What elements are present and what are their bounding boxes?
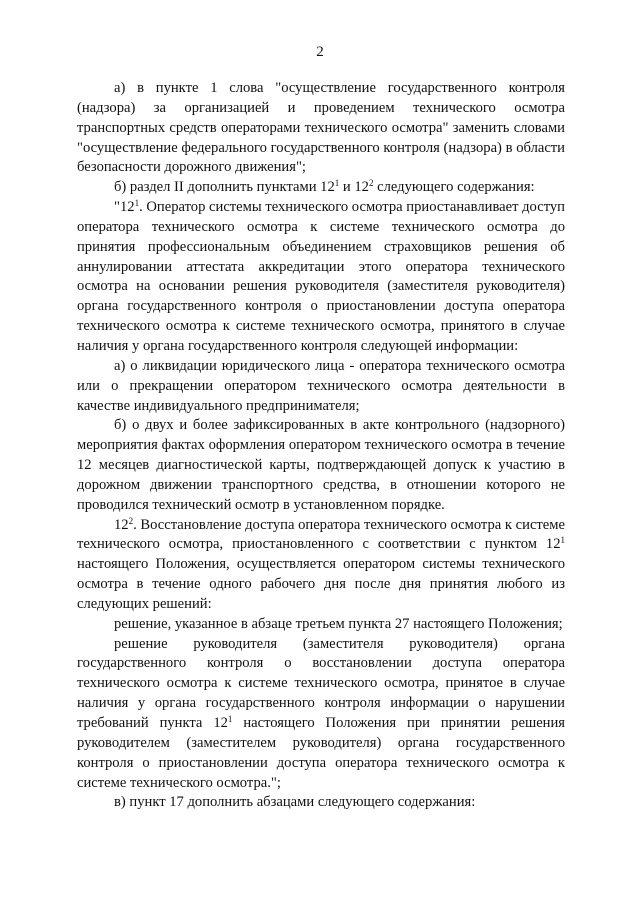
paragraph	[77, 635, 565, 794]
superscript: 1	[134, 198, 140, 209]
paragraph	[77, 357, 565, 417]
paragraph-text: "12	[114, 199, 135, 216]
paragraph-text: и 12	[339, 179, 369, 196]
paragraph-text: решение, указанное в абзаце третьем пункта 27 настоящего Положения;	[114, 615, 563, 632]
paragraph	[77, 416, 565, 515]
paragraph-text: а) в пункте 1 слова "осуществление государственного контроля (надзора) за организацией и проведением технического осмотра транспортных средств операторами технического осмотра" заменить словами "осуществление федерального государственного контроля (надзора) в области безопасности дорожного движения";	[77, 80, 565, 176]
page-number: 2	[316, 44, 324, 60]
paragraph	[77, 79, 565, 178]
paragraph-text: настоящего Положения при принятии решения руководителем (заместителем руководителя) органа государственного контроля о приостановлении доступа оператора технического осмотра к системе технического осмотра.";	[77, 715, 565, 791]
paragraph-text: а) о ликвидации юридического лица - оператора технического осмотра или о прекращении оператором технического осмотра деятельности в качестве индивидуального предпринимателя;	[77, 357, 565, 414]
paragraph-text: . Оператор системы технического осмотра приостанавливает доступ оператора технического осмотра к системе технического осмотра до принятия профессиональным объединением страховщиков решения об аннулировании аттестата аккредитации этого оператора технического осмотра на основании решения руководителя (заместителя руководителя) органа государственного контроля о приостановлении доступа оператора технического осмотра к системе технического осмотра, принятого в случае наличия у органа государственного контроля следующей информации:	[77, 199, 565, 354]
paragraph-text: решение руководителя (заместителя руководителя) органа государственного контроля о восстановлении доступа оператора технического осмотра к системе технического осмотра, принятое в случае наличия у органа государственного контроля информации о нарушении требований пункта 12	[77, 635, 565, 731]
paragraph	[77, 615, 565, 635]
paragraph-text: настоящего Положения, осуществляется оператором системы технического осмотра в течение одного рабочего дня после дня принятия любого из следующих решений:	[77, 556, 565, 612]
paragraph	[77, 178, 565, 198]
paragraph-text: б) о двух и более зафиксированных в акте контрольного (надзорного) мероприятия фактах оформления оператором технического осмотра в течение 12 месяцев диагностической карты, подтверждающей допуск к участию в дорожном движении транспортного средства, в отношении которого не проводился технический осмотр в установленном порядке.	[77, 417, 565, 513]
paragraph-text: б) раздел II дополнить пунктами 12	[114, 179, 335, 196]
superscript: 1	[227, 714, 233, 725]
paragraph	[77, 198, 565, 357]
superscript: 2	[368, 178, 374, 189]
document-body	[77, 79, 565, 813]
superscript: 1	[560, 535, 565, 546]
paragraph-text: 12	[114, 516, 129, 533]
paragraph-text: в) пункт 17 дополнить абзацами следующего содержания:	[114, 794, 476, 811]
superscript: 1	[334, 178, 340, 189]
paragraph-text: . Восстановление доступа оператора технического осмотра к системе технического осмотра, приостановленного с соответствии с пунктом 12	[77, 516, 565, 553]
paragraph	[77, 793, 565, 813]
superscript: 2	[128, 515, 134, 526]
paragraph-text: следующего содержания:	[373, 179, 535, 196]
paragraph	[77, 516, 565, 615]
